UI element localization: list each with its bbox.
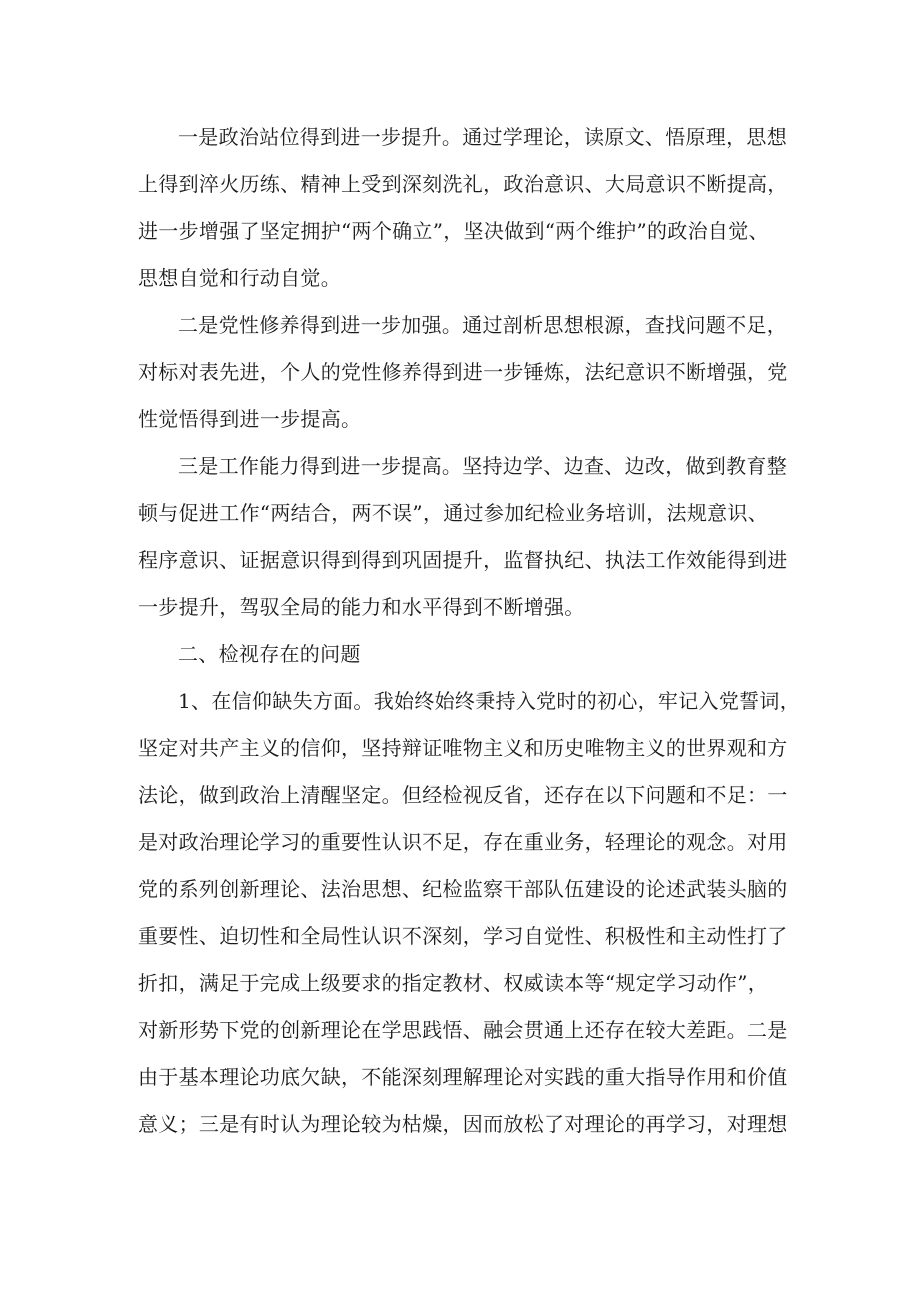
section-heading-problems xyxy=(138,631,793,678)
text-line: 一是政治站位得到进一步提升。通过学理论，读原文、悟原理，思想 xyxy=(178,125,787,149)
text-line: 折扣，满足于完成上级要求的指定教材、权威读本等“规定学习动作”， xyxy=(138,971,769,995)
text-line: 性觉悟得到进一步提高。 xyxy=(138,407,362,431)
paragraph-party-spirit xyxy=(138,302,793,443)
text-line: 进一步增强了坚定拥护“两个确立”，坚决做到“两个维护”的政治自觉、 xyxy=(138,219,769,243)
text-line: 思想自觉和行动自觉。 xyxy=(138,266,341,290)
text-line: 顿与促进工作“两结合，两不误”，通过参加纪检业务培训，法规意识、 xyxy=(138,501,769,525)
paragraph-political-stance xyxy=(138,114,793,302)
text-line: 意义；三是有时认为理论较为枯燥，因而放松了对理论的再学习，对理想 xyxy=(138,1112,788,1136)
text-line: 上得到淬火历练、精神上受到深刻洗礼，政治意识、大局意识不断提高， xyxy=(138,172,788,196)
text-line: 法论，做到政治上清醒坚定。但经检视反省，还存在以下问题和不足：一 xyxy=(138,783,788,807)
text-line: 党的系列创新理论、法治思想、纪检监察干部队伍建设的论述武装头脑的 xyxy=(138,877,788,901)
text-line: 1、在信仰缺失方面。我始终始终秉持入党时的初心，牢记入党誓词， xyxy=(178,689,801,713)
document-body xyxy=(138,114,801,1148)
text-line: 对标对表先进，个人的党性修养得到进一步锤炼，法纪意识不断增强，党 xyxy=(138,360,788,384)
text-line: 对新形势下党的创新理论在学思践悟、融会贯通上还存在较大差距。二是 xyxy=(138,1018,788,1042)
paragraph-work-ability xyxy=(138,443,793,631)
text-line: 是对政治理论学习的重要性认识不足，存在重业务，轻理论的观念。对用 xyxy=(138,830,788,854)
text-line: 二是党性修养得到进一步加强。通过剖析思想根源，查找问题不足， xyxy=(178,313,787,337)
text-line: 重要性、迫切性和全局性认识不深刻，学习自觉性、积极性和主动性打了 xyxy=(138,924,788,948)
text-line: 一步提升，驾驭全局的能力和水平得到不断增强。 xyxy=(138,595,585,619)
text-line: 程序意识、证据意识得到得到巩固提升，监督执纪、执法工作效能得到进 xyxy=(138,548,788,572)
section-heading: 二、检视存在的问题 xyxy=(178,642,361,666)
paragraph-faith-issues xyxy=(138,678,801,1148)
text-line: 由于基本理论功底欠缺，不能深刻理解理论对实践的重大指导作用和价值 xyxy=(138,1065,788,1089)
text-line: 坚定对共产主义的信仰，坚持辩证唯物主义和历史唯物主义的世界观和方 xyxy=(138,736,788,760)
text-line: 三是工作能力得到进一步提高。坚持边学、边查、边改，做到教育整 xyxy=(178,454,787,478)
